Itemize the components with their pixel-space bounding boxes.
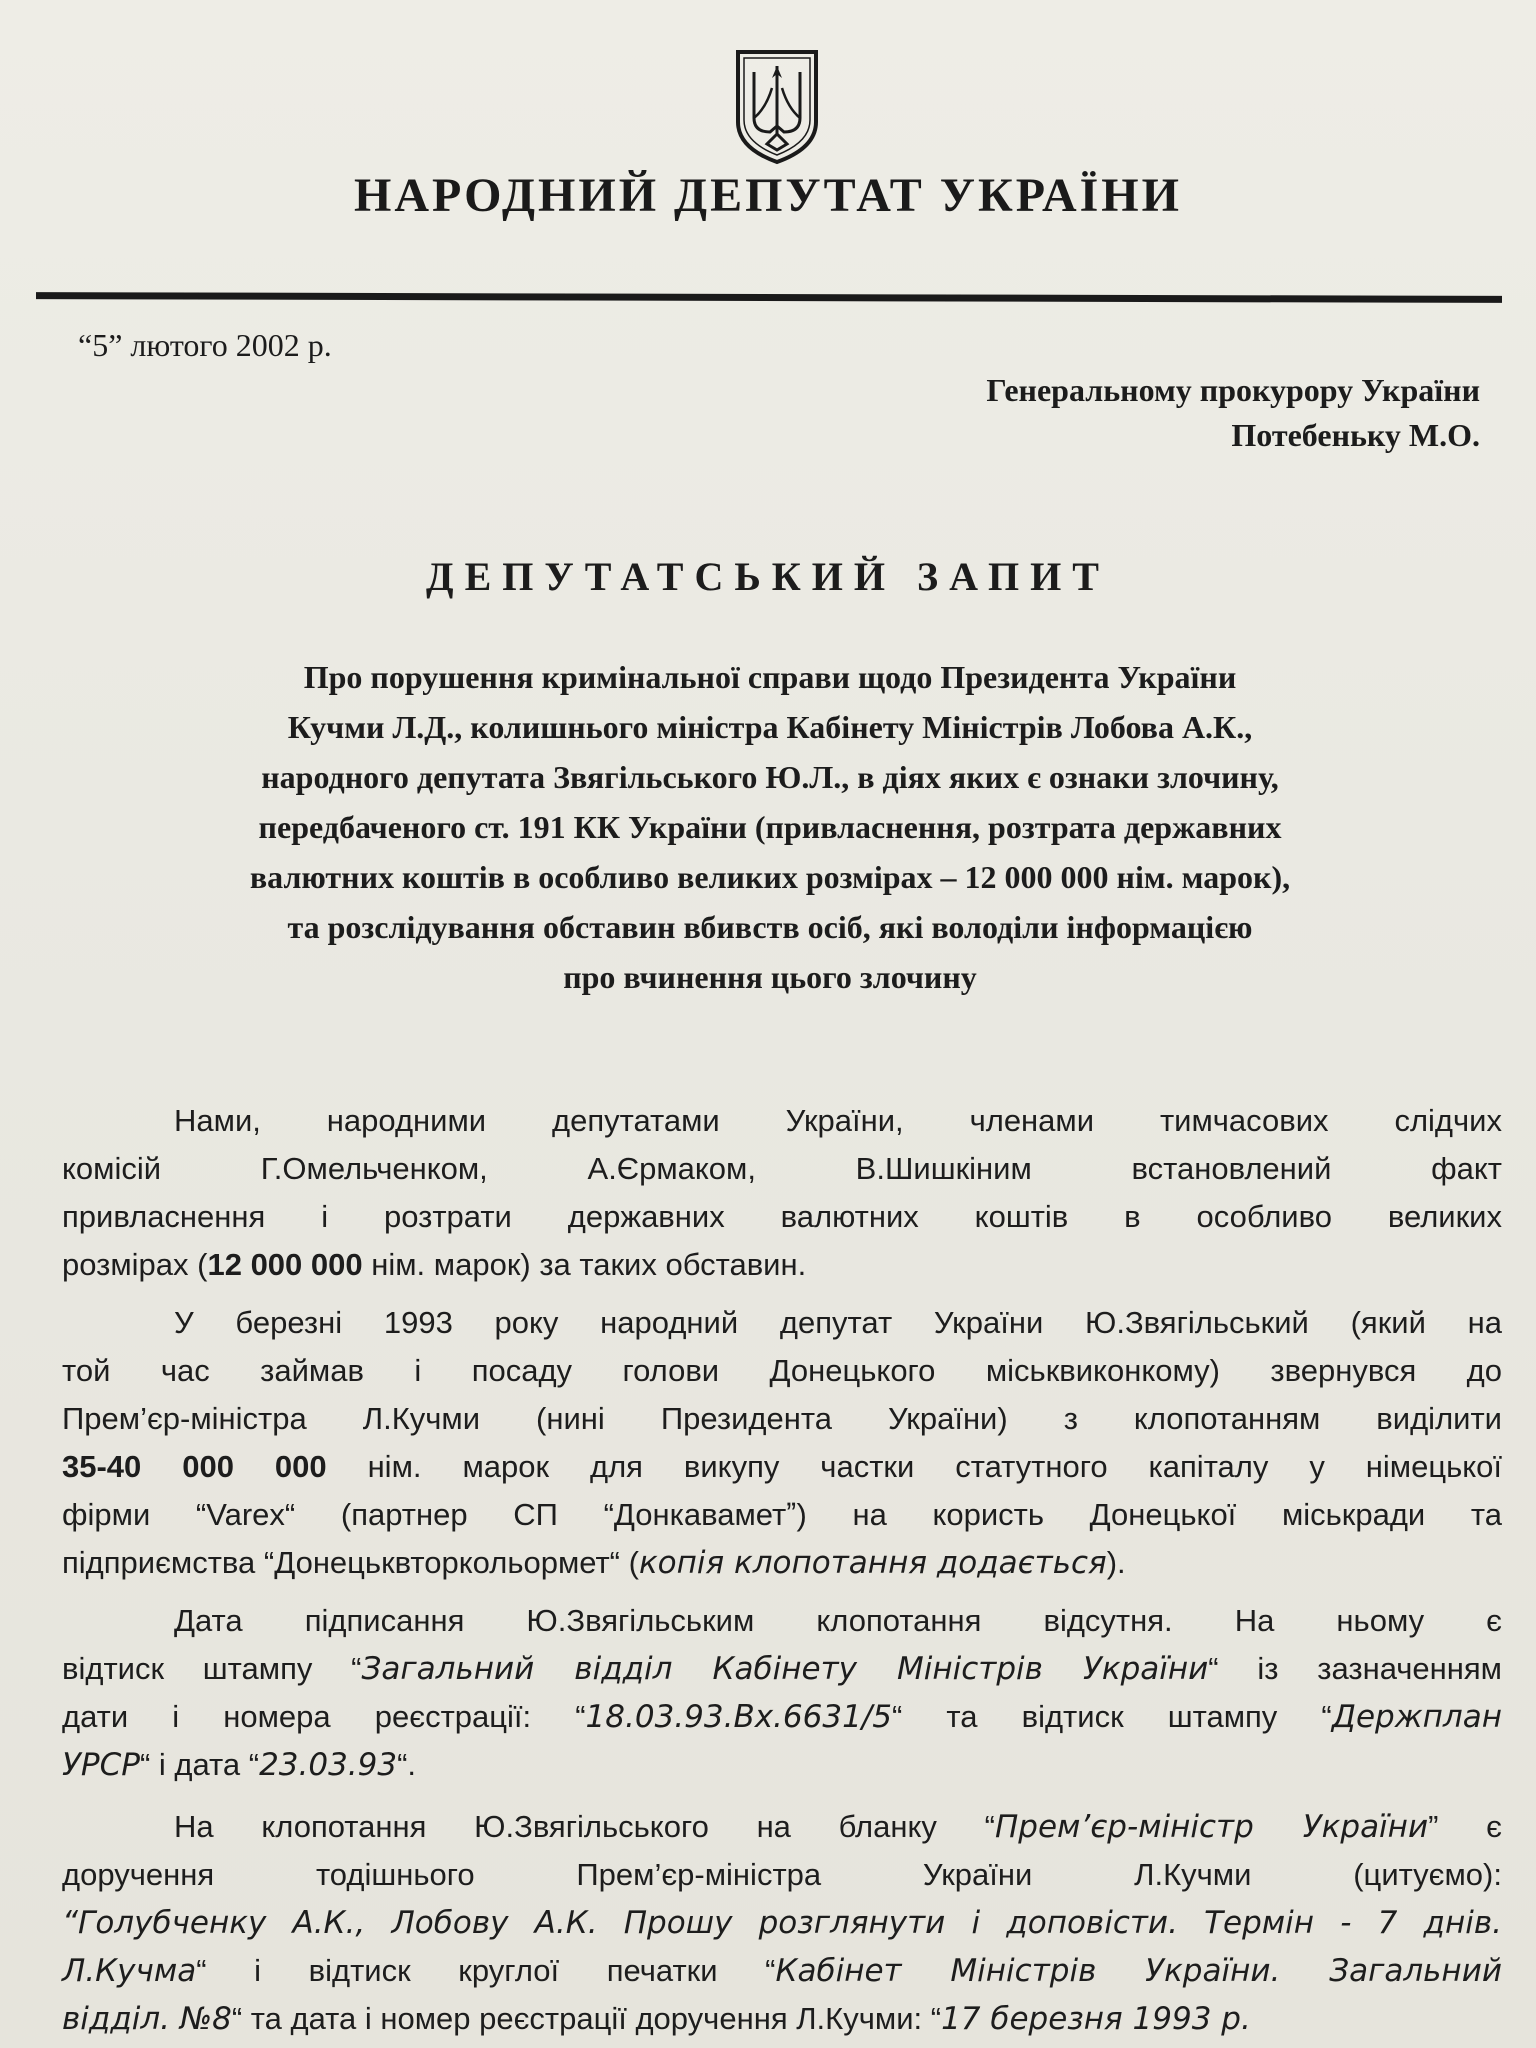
document-title: ДЕПУТАТСЬКИЙ ЗАПИТ: [426, 554, 1110, 599]
paragraph: [62, 1597, 1502, 1789]
header-title: НАРОДНИЙ ДЕПУТАТ УКРАЇНИ: [354, 169, 1182, 222]
text-line: фірми “Varex“ (партнер СП “Донкаваметˮ) на користь Донецької міськради та: [62, 1497, 1502, 1532]
body-text: [62, 1097, 1502, 2043]
text-line: привласнення і розтрати державних валютних коштів в особливо великих: [62, 1199, 1502, 1234]
addressee-line: Потебеньку М.О.: [1231, 417, 1480, 453]
text-line: 35-40 000 000 нім. марок для викупу частки статутного капіталу у німецької: [62, 1449, 1502, 1484]
subject-line: валютних коштів в особливо великих розмірах – 12 000 000 нім. марок),: [249, 859, 1291, 895]
subject-line: Кучми Л.Д., колишнього міністра Кабінету Міністрів Лобова А.К.,: [287, 709, 1253, 745]
text-line: Дата підписання Ю.Звягільським клопотання відсутня. На ньому є: [174, 1603, 1502, 1638]
paragraph: [62, 1299, 1502, 1587]
text-line: дати і номера реєстрації: “18.03.93.Вх.6631/5“ та відтиск штампу “Держплан: [62, 1699, 1502, 1735]
subject-line: про вчинення цього злочину: [563, 959, 977, 995]
text-line: На клопотання Ю.Звягільського на бланку “Прем’єр-міністр України” є: [174, 1809, 1502, 1845]
text-line: той час займав і посаду голови Донецького міськвиконкому) звернувся до: [62, 1353, 1502, 1388]
document-date: “5” лютого 2002 р.: [78, 327, 332, 363]
text-line: “Голубченку А.К., Лобову А.К. Прошу розглянути і доповісти. Термін - 7 днів.: [62, 1905, 1502, 1941]
trident-emblem-icon: [732, 48, 822, 166]
text-line: підприємства “Донецьквторкольормет“ (копія клопотання додається).: [62, 1545, 1126, 1581]
subject-line: Про порушення кримінальної справи щодо Президента України: [303, 659, 1237, 695]
text-line: відділ. №8“ та дата і номер реєстрації доручення Л.Кучми: “17 березня 1993 р.: [62, 2001, 1251, 2037]
text-line: комісій Г.Омельченком, А.Єрмаком, В.Шишкіним встановлений факт: [62, 1151, 1502, 1186]
text-line: УРСР“ і дата “23.03.93“.: [62, 1747, 417, 1783]
text-line: Нами, народними депутатами України, членами тимчасових слідчих: [174, 1103, 1502, 1138]
text-line: доручення тодішнього Прем’єр-міністра України Л.Кучми (цитуємо):: [62, 1857, 1502, 1892]
subject-line: народного депутата Звягільського Ю.Л., в діях яких є ознаки злочину,: [261, 759, 1279, 795]
paragraph: [62, 1097, 1502, 1289]
subject-block: [70, 652, 1470, 1002]
subject-line: передбаченого ст. 191 КК України (привласнення, розтрата державних: [258, 809, 1282, 845]
text-line: Л.Кучма“ і відтиск круглої печатки “Кабінет Міністрів України. Загальний: [62, 1953, 1502, 1989]
addressee: [986, 368, 1480, 458]
text-line: У березні 1993 року народний депутат України Ю.Звягільський (який на: [174, 1305, 1502, 1340]
text-line: Прем’єр-міністра Л.Кучми (нині Президента України) з клопотанням виділити: [62, 1401, 1502, 1436]
text-line: відтиск штампу “Загальний відділ Кабінету Міністрів України“ із зазначенням: [62, 1651, 1502, 1687]
paragraph: [62, 1803, 1502, 2043]
text-line: розмірах (12 000 000 нім. марок) за таких обставин.: [62, 1247, 807, 1282]
addressee-line: Генеральному прокурору України: [986, 372, 1480, 408]
subject-line: та розслідування обставин вбивств осіб, які володіли інформацією: [287, 909, 1253, 945]
